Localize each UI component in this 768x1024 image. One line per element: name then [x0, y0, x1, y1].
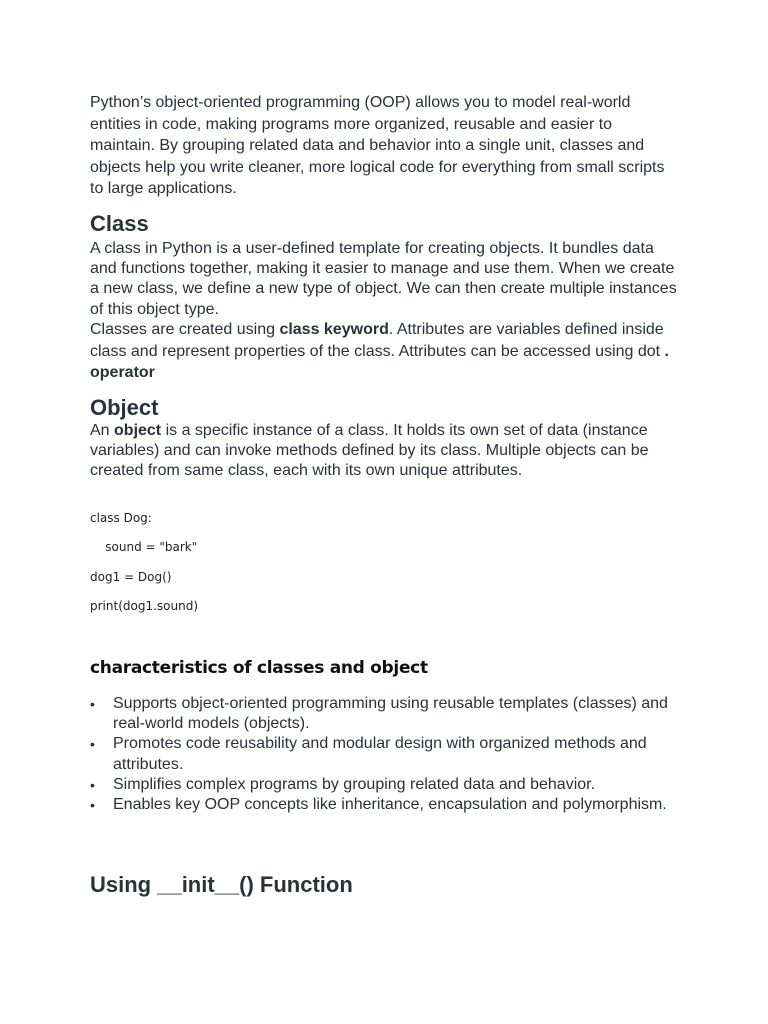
bullet-icon: •: [90, 736, 95, 753]
class-keyword-bold: class keyword: [279, 321, 389, 338]
class-p2-text-a: Classes are created using: [90, 321, 280, 338]
bullet-icon: •: [90, 797, 95, 814]
intro-paragraph: Python’s object-oriented programming (OOP) allows you to model real-world entities in code, making programs more organized, reusable and easier to maintain. By grouping related data and behavior into a single unit, classes and objects help you write cleaner, more logical code for everything from small scripts to large applications.: [90, 94, 665, 198]
code-line-4: print(dog1.sound): [90, 599, 199, 613]
object-heading: Object: [90, 395, 159, 420]
code-line-1: class Dog:: [90, 511, 152, 525]
bullet-icon: •: [90, 696, 95, 712]
characteristics-list: [90, 694, 690, 815]
class-p2-text-b: . Attributes are variables defined inside class and represent properties of the class. Attributes can be accessed using dot: [90, 321, 665, 360]
class-paragraph-1: A class in Python is a user-defined template for creating objects. It bundles data and functions together, making it easier to manage and use them. When we create a new class, we define a new type of object. We can then create multiple instances of this object type.: [90, 240, 677, 318]
dot-operator-bold: . operator: [90, 342, 669, 382]
list-item-text: Enables key OOP concepts like inheritance, encapsulation and polymorphism.: [113, 796, 667, 814]
list-item-text: Simplifies complex programs by grouping related data and behavior.: [113, 775, 596, 793]
class-heading: Class: [90, 211, 149, 236]
list-item-text: Supports object-oriented programming using reusable templates (classes) and real-world models (objects).: [113, 695, 668, 733]
object-p-text-a: An: [90, 422, 115, 439]
code-line-3: dog1 = Dog(): [90, 570, 172, 584]
characteristics-heading: characteristics of classes and object: [90, 658, 428, 678]
code-line-2: sound = "bark": [90, 540, 198, 554]
list-item-text: Promotes code reusability and modular design with organized methods and attributes.: [113, 735, 647, 773]
class-paragraph-2: [90, 319, 680, 384]
bullet-icon: •: [90, 776, 95, 793]
init-function-heading: Using __init__() Function: [90, 872, 353, 897]
object-paragraph: [90, 421, 690, 482]
list-item: [90, 694, 690, 734]
list-item: [90, 775, 690, 795]
list-item: [90, 734, 690, 774]
object-p-text-b: is a specific instance of a class. It holds its own set of data (instance variables) and can invoke methods defined by its class. Multiple objects can be created from same class, each with its own unique attributes.: [90, 422, 649, 480]
object-bold: object: [114, 422, 162, 439]
list-item: [90, 795, 690, 815]
